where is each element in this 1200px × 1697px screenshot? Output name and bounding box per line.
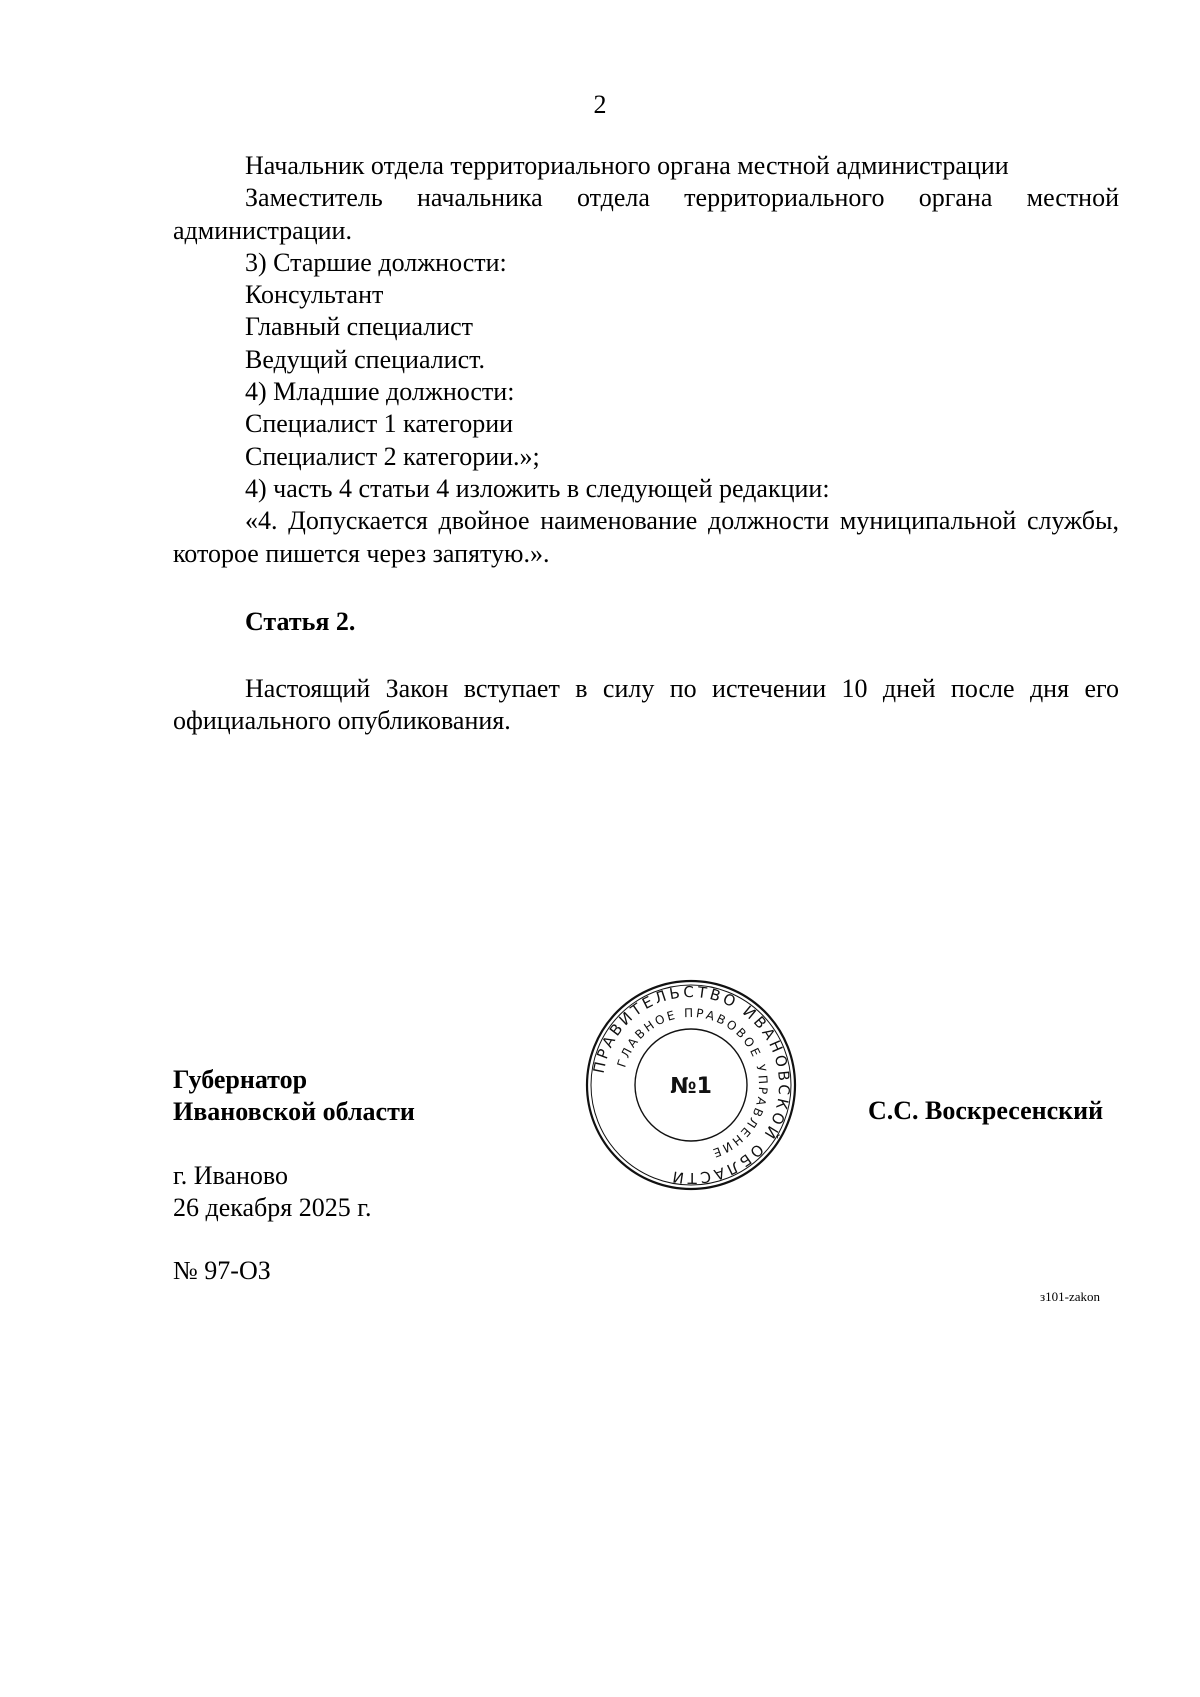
text-line: Заместитель начальника отдела территориального органа местной администрации.: [173, 183, 1119, 245]
text-line: Специалист 1 категории: [245, 409, 514, 439]
text-line: Главный специалист: [245, 312, 474, 342]
governor-title: [173, 1064, 415, 1128]
seal-outer-text: ПРАВИТЕЛЬСТВО ИВАНОВСКОЙ ОБЛАСТИ: [589, 982, 794, 1188]
place: г. Иваново: [173, 1161, 288, 1190]
article-heading: Статья 2.: [245, 607, 356, 636]
place-and-date: [173, 1160, 371, 1224]
article-text: Настоящий Закон вступает в силу по истечении 10 дней после дня его официального опубликования.: [173, 674, 1119, 736]
date: 26 декабря 2025 г.: [173, 1193, 372, 1222]
text-line: Ведущий специалист.: [245, 344, 486, 374]
governor-title-line: Ивановской области: [173, 1097, 415, 1126]
text-line: Специалист 2 категории.»;: [245, 441, 540, 471]
text-line: Консультант: [245, 280, 384, 310]
seal-center-text: №1: [670, 1074, 712, 1099]
document-code: з101-zakon: [1040, 1289, 1101, 1304]
text-line: 3) Старшие должности:: [245, 247, 507, 277]
text-line: 4) часть 4 статьи 4 изложить в следующей редакции:: [245, 473, 830, 503]
page-number: 2: [593, 90, 607, 119]
body-text: [173, 150, 1119, 570]
official-seal: [584, 978, 798, 1192]
law-number: № 97-ОЗ: [173, 1256, 271, 1285]
text-line: «4. Допускается двойное наименование должности муниципальной службы, которое пишется через запятую.».: [173, 506, 1119, 568]
signer-name: С.С. Воскресенский: [868, 1096, 1104, 1125]
text-line: 4) Младшие должности:: [245, 377, 515, 407]
governor-title-line: Губернатор: [173, 1065, 308, 1094]
seal-inner-text: ГЛАВНОЕ ПРАВОВОЕ УПРАВЛЕНИЕ: [614, 1005, 771, 1161]
text-line: Начальник отдела территориального органа местной администрации: [245, 151, 1009, 180]
